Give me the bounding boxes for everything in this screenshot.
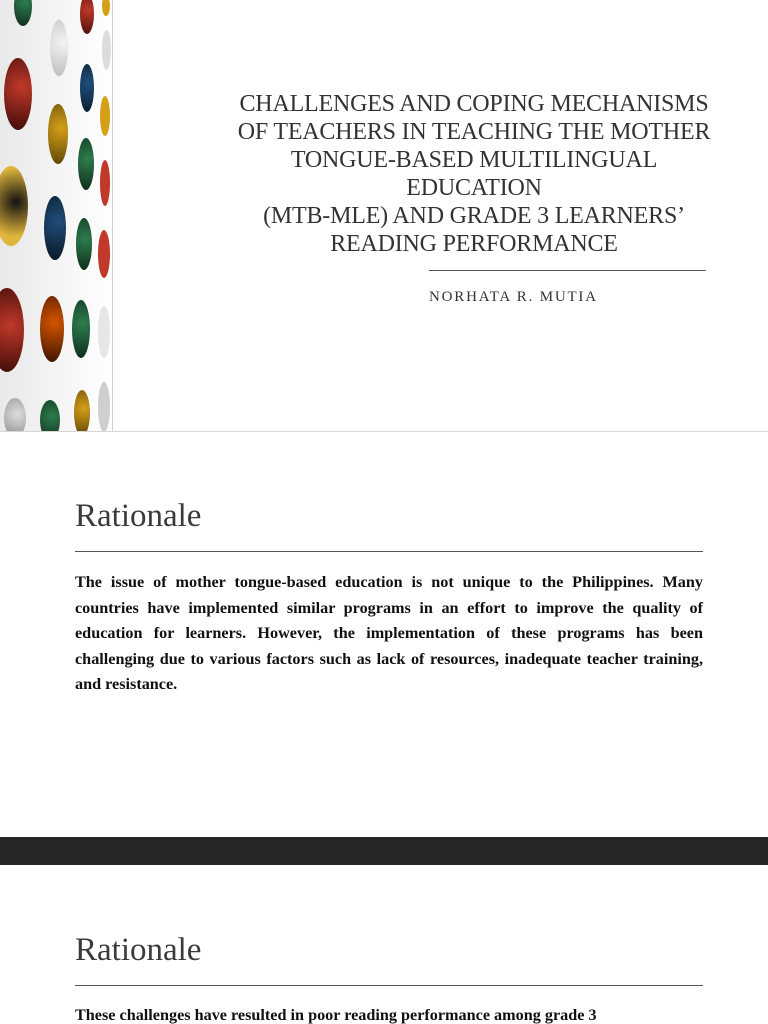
dot-decoration [14,0,32,26]
heading-divider [75,985,703,986]
dot-decoration [100,96,110,136]
title-line: CHALLENGES AND COPING MECHANISMS [239,91,709,117]
dot-decoration [0,166,28,246]
slide-body-text: The issue of mother tongue-based education is not unique to the Philippines. Many countries have implemented similar programs in an effort to improve the quality of education for learners. However, the implementation of these programs has been challenging due to various factors such as lack of resources, inadequate teacher training, and resistance. [75,573,703,693]
dot-decoration [80,0,94,34]
title-line: OF TEACHERS IN TEACHING THE MOTHER [237,119,711,145]
dot-decoration [98,382,110,432]
rationale-slide [0,433,768,837]
title-line: TONGUE-BASED MULTILINGUAL [290,147,658,173]
dot-decoration [4,58,32,130]
heading-divider [75,551,703,552]
dot-decoration [72,300,90,358]
slide-heading: Rationale [75,932,202,968]
dot-decoration [48,104,68,164]
author-name: NORHATA R. MUTIA [429,289,598,305]
colorful-holes-wall-image [0,0,113,432]
dot-decoration [102,0,110,16]
dot-decoration [80,64,94,112]
dot-decoration [98,230,110,278]
dot-decoration [100,160,110,206]
slide-separator [0,837,768,865]
dot-decoration [44,196,66,260]
slide-body-text: These challenges have resulted in poor reading performance among grade 3 [75,1006,597,1024]
dot-decoration [40,400,60,432]
dot-decoration [102,30,111,70]
dot-decoration [40,296,64,362]
title-slide [0,0,768,432]
presentation-title [200,90,748,258]
slide-heading: Rationale [75,498,202,534]
title-line: READING PERFORMANCE [330,231,618,257]
dot-decoration [4,398,26,432]
title-line: EDUCATION [406,175,542,201]
dot-decoration [78,138,94,190]
dot-decoration [98,306,110,358]
dot-decoration [74,390,90,432]
dot-decoration [50,20,68,76]
title-line: (MTB-MLE) AND GRADE 3 LEARNERS’ [263,203,685,229]
dot-decoration [76,218,92,270]
title-divider [429,270,706,271]
rationale-slide-continued [0,865,768,1024]
dot-decoration [0,288,24,372]
